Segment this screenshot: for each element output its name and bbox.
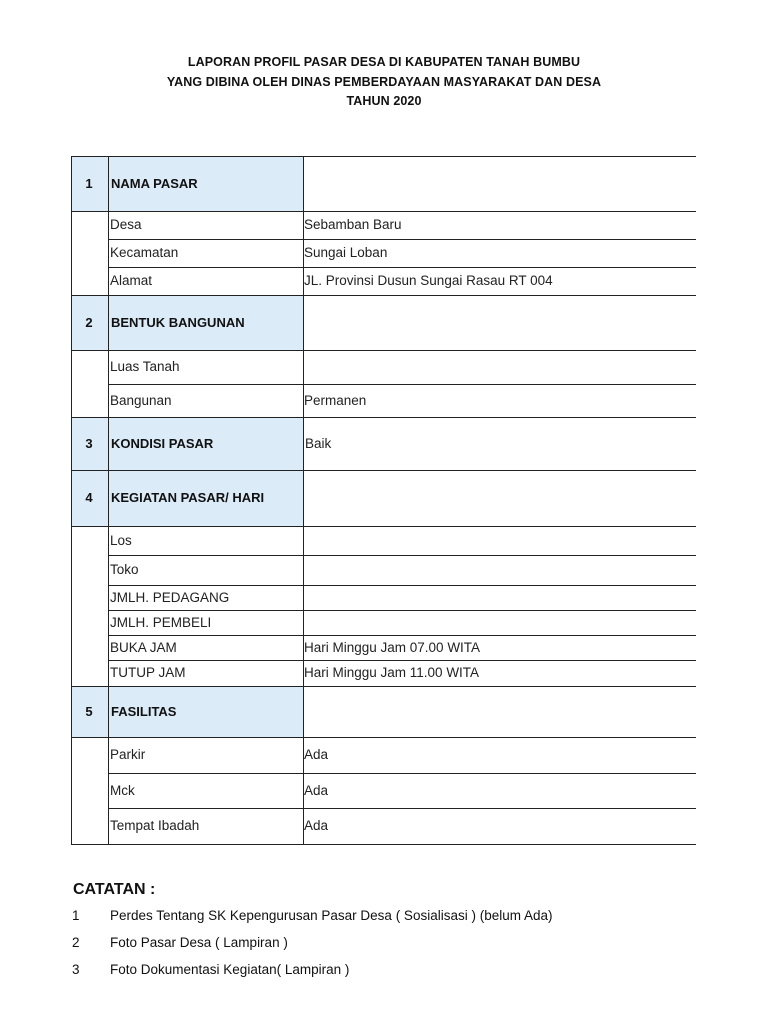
table-rule — [71, 470, 72, 526]
section-title: KEGIATAN PASAR/ HARI — [111, 490, 265, 505]
table-rule — [303, 470, 304, 526]
row-label: JMLH. PEMBELI — [110, 614, 212, 630]
table-rule — [71, 350, 72, 417]
table-rule — [303, 417, 304, 470]
table-rule — [108, 555, 696, 556]
report-title-line-3: TAHUN 2020 — [346, 94, 422, 108]
table-rule — [71, 686, 72, 737]
note-number: 3 — [72, 962, 80, 977]
table-rule — [108, 267, 696, 268]
table-rule — [108, 660, 696, 661]
table-rule — [108, 470, 109, 526]
row-label: BUKA JAM — [110, 639, 177, 655]
table-rule — [108, 610, 696, 611]
table-rule — [108, 211, 109, 295]
table-rule — [71, 350, 696, 351]
row-label: Parkir — [110, 747, 146, 762]
table-rule — [108, 635, 696, 636]
note-text: Perdes Tentang SK Kepengurusan Pasar Desa ( Sosialisasi ) (belum Ada) — [110, 908, 553, 923]
table-rule — [71, 295, 696, 296]
section-value: Baik — [305, 435, 332, 451]
row-label: Los — [110, 532, 132, 548]
report-title-line-1: LAPORAN PROFIL PASAR DESA DI KABUPATEN TANAH BUMBU — [187, 55, 581, 69]
section-number: 2 — [85, 314, 93, 330]
row-label: Alamat — [110, 273, 153, 288]
table-rule — [71, 295, 72, 350]
table-rule — [108, 350, 109, 417]
table-rule — [303, 211, 304, 295]
section-title: NAMA PASAR — [111, 175, 198, 191]
table-rule — [71, 737, 696, 738]
table-rule — [71, 526, 696, 527]
table-rule — [71, 211, 696, 212]
row-value: Hari Minggu Jam 07.00 WITA — [304, 639, 481, 655]
row-label: Kecamatan — [110, 245, 179, 260]
table-rule — [108, 156, 109, 211]
table-rule — [303, 737, 304, 844]
row-value: JL. Provinsi Dusun Sungai Rasau RT 004 — [304, 273, 553, 288]
notes-title: CATATAN : — [73, 881, 156, 898]
table-rule — [108, 526, 109, 686]
table-rule — [71, 156, 72, 211]
row-label: Toko — [110, 562, 139, 577]
table-rule — [303, 526, 304, 686]
row-value: Ada — [304, 782, 329, 798]
table-rule — [108, 808, 696, 809]
row-value: Ada — [304, 747, 329, 762]
row-value: Sungai Loban — [304, 245, 388, 260]
section-number: 4 — [85, 490, 93, 505]
table-rule — [108, 239, 696, 240]
table-rule — [303, 350, 304, 417]
table-rule — [108, 417, 109, 470]
table-rule — [108, 384, 696, 385]
section-title: KONDISI PASAR — [111, 435, 214, 451]
row-value: Sebamban Baru — [304, 217, 402, 232]
row-label: JMLH. PEDAGANG — [110, 589, 230, 605]
table-rule — [108, 737, 109, 844]
table-rule — [108, 585, 696, 586]
section-title: FASILITAS — [111, 703, 177, 719]
section-number: 3 — [85, 435, 93, 451]
row-label: Tempat Ibadah — [110, 818, 200, 833]
table-rule — [303, 295, 304, 350]
table-rule — [71, 526, 72, 686]
row-label: Desa — [110, 217, 142, 232]
row-value: Ada — [304, 818, 329, 833]
note-number: 1 — [72, 908, 80, 923]
table-rule — [108, 295, 109, 350]
table-rule — [71, 686, 696, 687]
row-label: Bangunan — [110, 392, 172, 408]
table-rule — [303, 156, 304, 211]
table-rule — [71, 417, 696, 418]
section-number: 5 — [85, 703, 93, 719]
table-rule — [71, 211, 72, 295]
note-text: Foto Pasar Desa ( Lampiran ) — [110, 935, 288, 950]
table-rule — [71, 737, 72, 844]
section-title: BENTUK BANGUNAN — [111, 314, 245, 330]
table-rule — [71, 156, 696, 157]
table-rule — [71, 470, 696, 471]
note-number: 2 — [72, 935, 80, 950]
row-label: Mck — [110, 782, 135, 798]
report-title-line-2: YANG DIBINA OLEH DINAS PEMBERDAYAAN MASYARAKAT DAN DESA — [166, 75, 602, 89]
table-rule — [71, 417, 72, 470]
row-value: Hari Minggu Jam 11.00 WITA — [304, 665, 480, 680]
table-rule — [108, 773, 696, 774]
table-rule — [108, 686, 109, 737]
note-text: Foto Dokumentasi Kegiatan( Lampiran ) — [110, 962, 350, 977]
row-label: Luas Tanah — [110, 359, 180, 374]
row-value: Permanen — [304, 392, 367, 408]
table-rule — [303, 686, 304, 737]
table-rule — [71, 844, 696, 845]
section-number: 1 — [85, 175, 93, 191]
row-label: TUTUP JAM — [110, 665, 186, 680]
